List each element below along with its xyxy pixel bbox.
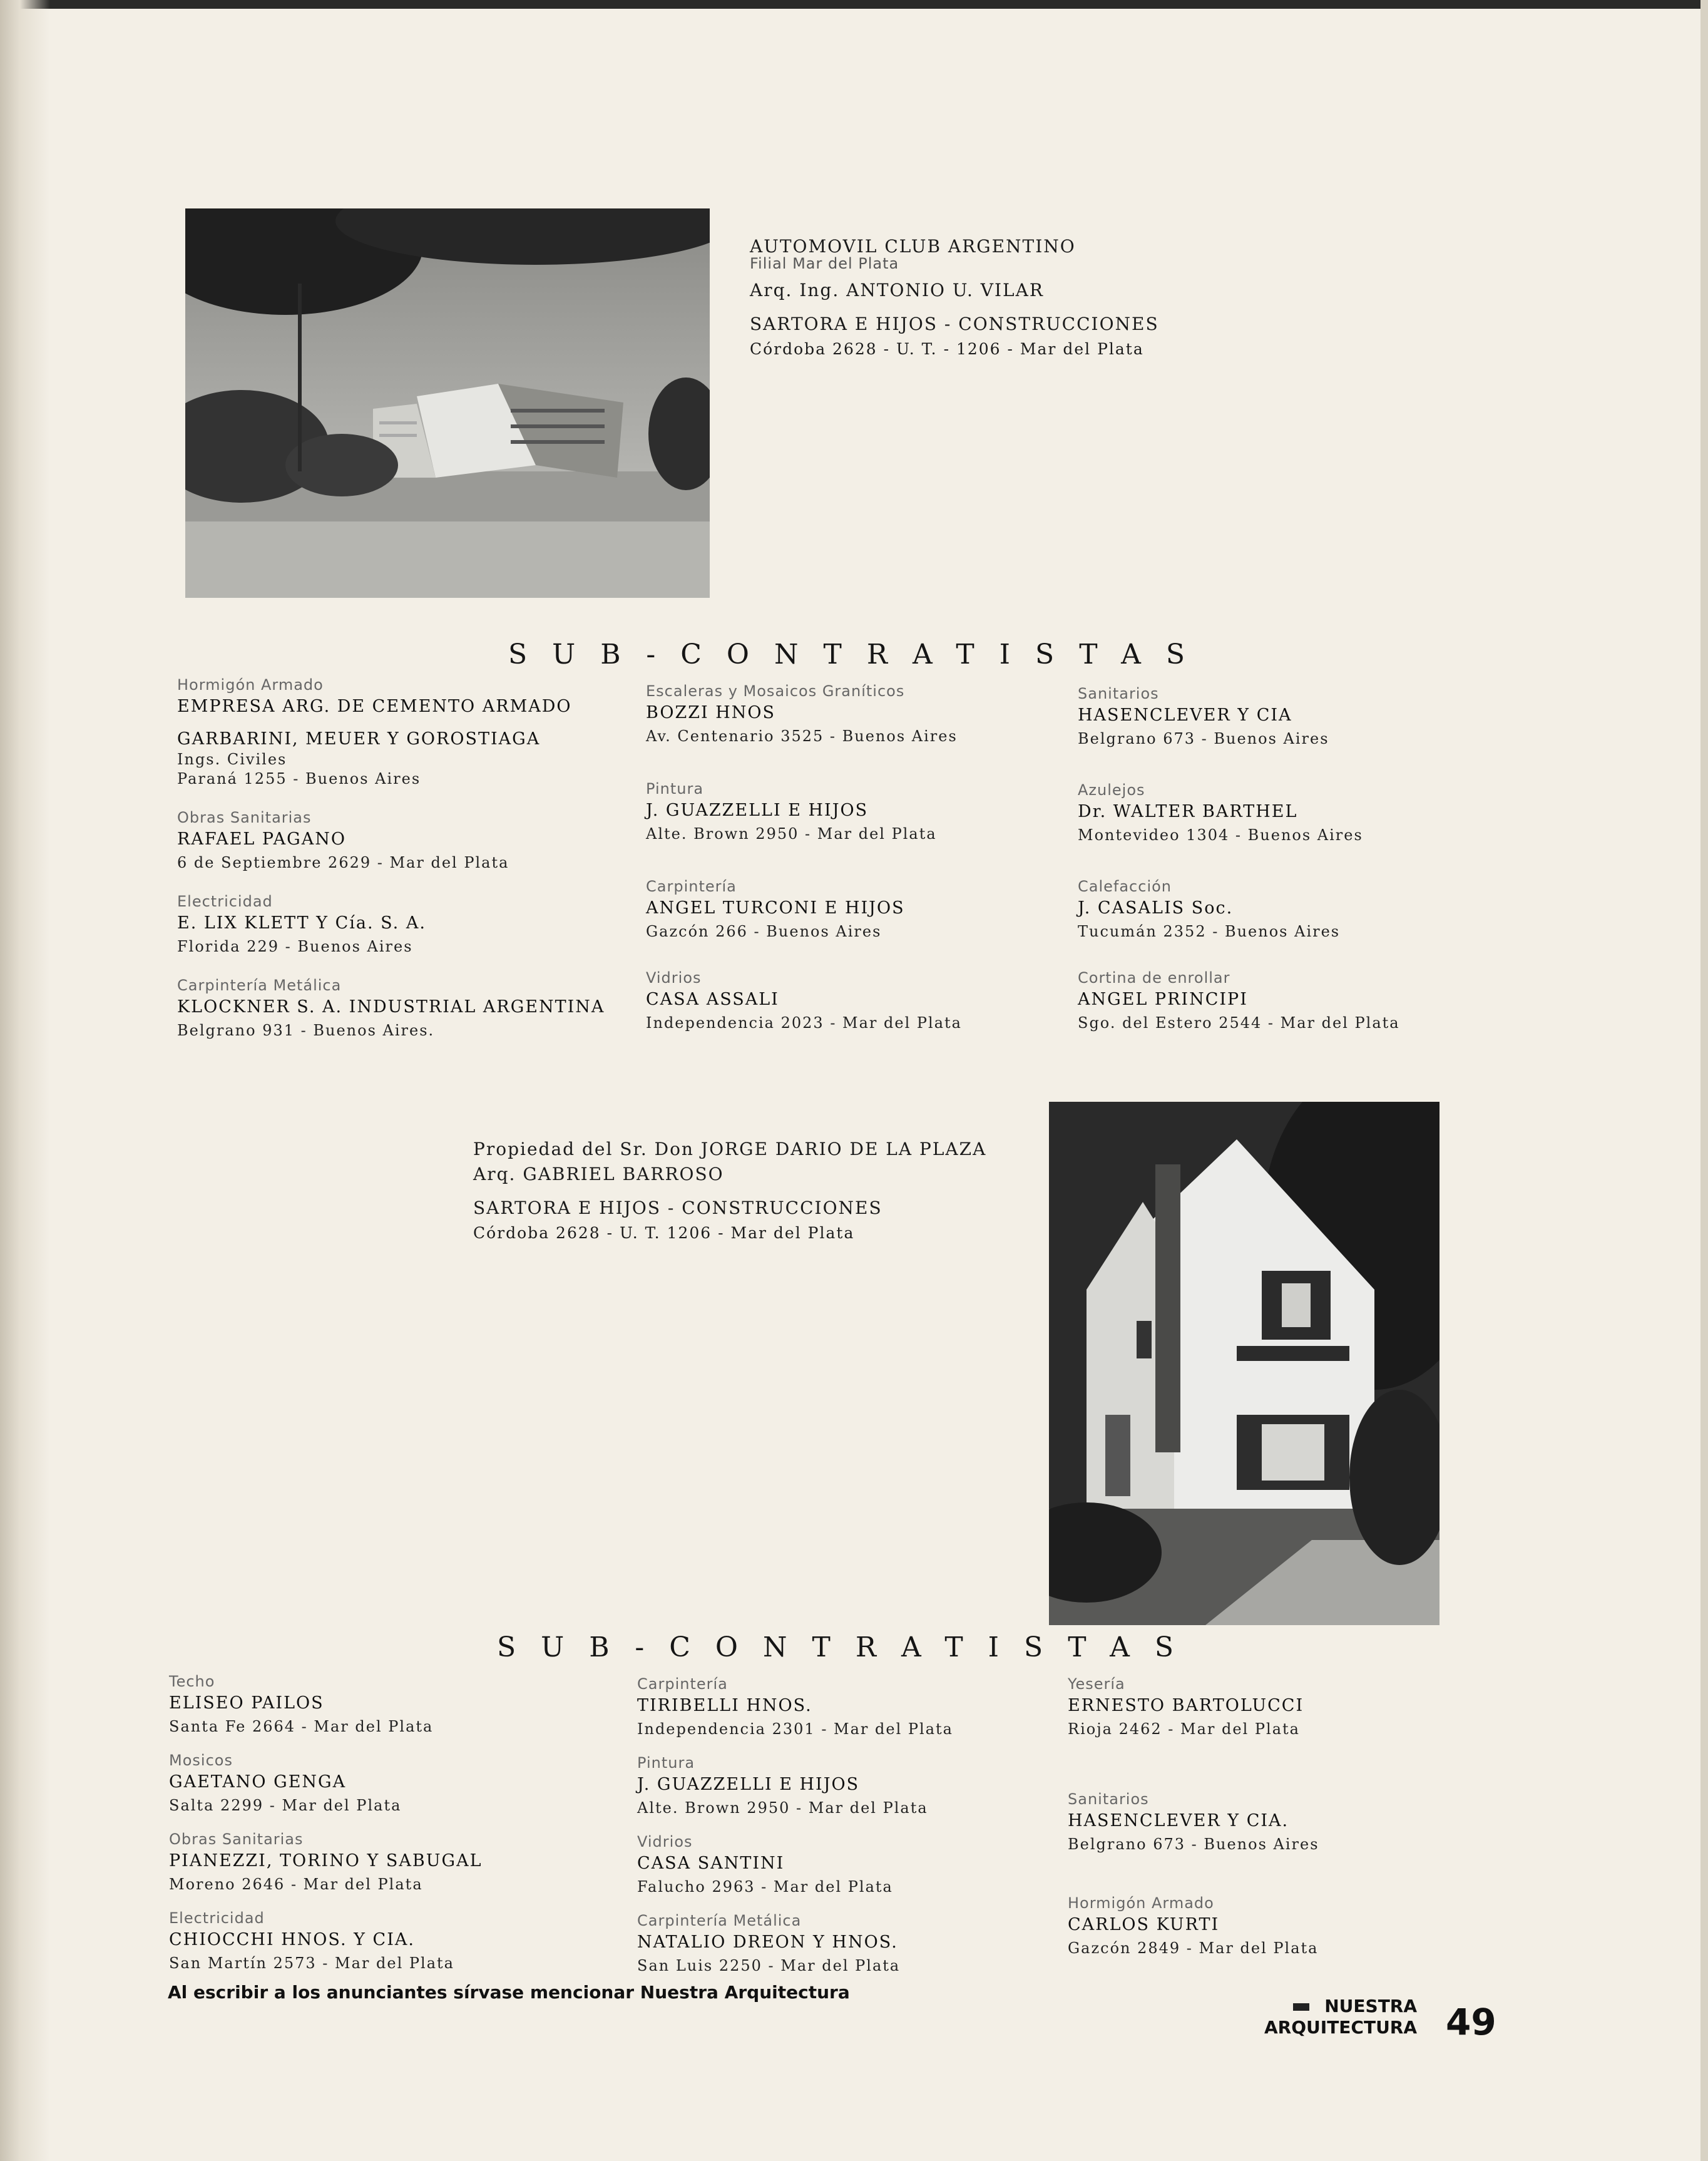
entry-address: Independencia 2301 - Mar del Plata xyxy=(637,1720,953,1738)
automovil-club-photo xyxy=(185,208,710,598)
list-item xyxy=(169,1829,682,1896)
entry-name: ANGEL PRINCIPI xyxy=(1078,990,1248,1009)
page-right-edge xyxy=(1700,0,1708,2161)
entry-name: CHIOCCHI HNOS. Y CIA. xyxy=(169,1930,415,1949)
entry-category: Vidrios xyxy=(646,969,702,987)
entry-category: Electricidad xyxy=(169,1909,265,1927)
entry-category: Carpintería Metálica xyxy=(177,977,342,994)
entry-address: San Martín 2573 - Mar del Plata xyxy=(169,1954,454,1972)
entry-name: NATALIO DREON Y HNOS. xyxy=(637,1933,898,1952)
entry-address: Belgrano 673 - Buenos Aires xyxy=(1078,730,1329,747)
entry-category: Sanitarios xyxy=(1068,1790,1149,1808)
entry-address: Santa Fe 2664 - Mar del Plata xyxy=(169,1718,434,1735)
brand-line-2: ARQUITECTURA xyxy=(1264,2017,1418,2038)
entry-category: Calefacción xyxy=(1078,878,1172,895)
entry-category: Hormigón Armado xyxy=(1068,1894,1214,1912)
section1-column-3 xyxy=(1078,684,1591,1052)
list-item xyxy=(1078,968,1591,1034)
entry-address: Paraná 1255 - Buenos Aires xyxy=(177,770,421,788)
project2-caption xyxy=(473,1137,986,1246)
entry-address: Florida 229 - Buenos Aires xyxy=(177,938,413,955)
subcontractors-heading-1: SUB-CONTRATISTAS xyxy=(508,639,1210,670)
entry-address: 6 de Septiembre 2629 - Mar del Plata xyxy=(177,854,509,871)
binding-shadow xyxy=(0,0,50,2161)
entry-name: CASA SANTINI xyxy=(637,1854,785,1873)
list-item xyxy=(177,975,690,1042)
page-top-edge xyxy=(0,0,1708,9)
entry-name: J. GUAZZELLI E HIJOS xyxy=(646,801,869,820)
brand-line-1: NUESTRA xyxy=(1324,1996,1418,2016)
entry-address: Gazcón 266 - Buenos Aires xyxy=(646,923,882,940)
entry-name: CARLOS KURTI xyxy=(1068,1915,1220,1934)
entry-address: San Luis 2250 - Mar del Plata xyxy=(637,1957,901,1974)
entry-category: Electricidad xyxy=(177,893,273,910)
entry-address: Belgrano 931 - Buenos Aires. xyxy=(177,1022,435,1039)
list-item xyxy=(169,1750,682,1817)
entry-name: TIRIBELLI HNOS. xyxy=(637,1696,812,1715)
entry-address: Av. Centenario 3525 - Buenos Aires xyxy=(646,727,958,745)
entry-category: Yesería xyxy=(1068,1675,1125,1693)
entry-address: Moreno 2646 - Mar del Plata xyxy=(169,1876,423,1893)
list-item xyxy=(1068,1893,1581,1959)
entry-name: ERNESTO BARTOLUCCI xyxy=(1068,1696,1304,1715)
entry-name: GARBARINI, MEUER Y GOROSTIAGA xyxy=(177,729,541,749)
entry-name: HASENCLEVER Y CIA. xyxy=(1068,1811,1289,1830)
section1-column-1 xyxy=(177,675,690,1059)
entry-name: Dr. WALTER BARTHEL xyxy=(1078,802,1298,821)
project2-address: Córdoba 2628 - U. T. 1206 - Mar del Plata xyxy=(473,1224,855,1242)
entry-category: Obras Sanitarias xyxy=(177,809,312,826)
subcontractors-heading-2: SUB-CONTRATISTAS xyxy=(497,1631,1199,1663)
entry-category: Azulejos xyxy=(1078,781,1145,799)
project1-title: AUTOMOVIL CLUB ARGENTINO xyxy=(750,236,1076,257)
entry-address: Alte. Brown 2950 - Mar del Plata xyxy=(646,825,937,843)
entry-name: E. LIX KLETT Y Cía. S. A. xyxy=(177,913,426,933)
entry-name: CASA ASSALI xyxy=(646,990,779,1009)
entry-address: Alte. Brown 2950 - Mar del Plata xyxy=(637,1799,928,1817)
entry-category: Pintura xyxy=(637,1754,695,1772)
entry-address: Sgo. del Estero 2544 - Mar del Plata xyxy=(1078,1014,1400,1032)
list-item xyxy=(177,727,690,790)
entry-name: ELISEO PAILOS xyxy=(169,1693,324,1713)
entry-category: Mosicos xyxy=(169,1752,233,1769)
entry-name: J. CASALIS Soc. xyxy=(1078,898,1234,918)
project1-caption xyxy=(750,234,1159,362)
entry-category: Hormigón Armado xyxy=(177,676,324,694)
house-photo xyxy=(1049,1102,1440,1625)
entry-name: PIANEZZI, TORINO Y SABUGAL xyxy=(169,1851,483,1871)
entry-name: J. GUAZZELLI E HIJOS xyxy=(637,1775,860,1794)
section2-column-1 xyxy=(169,1671,682,1992)
entry-extra: Ings. Civiles xyxy=(177,751,287,768)
project1-address: Córdoba 2628 - U. T. - 1206 - Mar del Plata xyxy=(750,340,1144,358)
entry-address: Falucho 2963 - Mar del Plata xyxy=(637,1878,893,1896)
entry-category: Carpintería Metálica xyxy=(637,1912,802,1929)
list-item xyxy=(169,1671,682,1738)
project2-architect: Arq. GABRIEL BARROSO xyxy=(473,1164,724,1184)
list-item xyxy=(169,1908,682,1974)
list-item xyxy=(1068,1674,1581,1740)
entry-category: Cortina de enrollar xyxy=(1078,969,1230,987)
entry-category: Carpintería xyxy=(637,1675,728,1693)
entry-address: Salta 2299 - Mar del Plata xyxy=(169,1797,402,1814)
list-item xyxy=(177,891,690,958)
entry-address: Tucumán 2352 - Buenos Aires xyxy=(1078,923,1341,940)
entry-category: Vidrios xyxy=(637,1833,693,1850)
project1-subtitle: Filial Mar del Plata xyxy=(750,255,899,272)
entry-address: Independencia 2023 - Mar del Plata xyxy=(646,1014,962,1032)
project1-builder: SARTORA E HIJOS - CONSTRUCCIONES xyxy=(750,314,1159,334)
advertiser-note: Al escribir a los anunciantes sírvase mencionar Nuestra Arquitectura xyxy=(168,1982,850,2003)
entry-name: HASENCLEVER Y CIA xyxy=(1078,706,1292,725)
page-number: 49 xyxy=(1446,2001,1496,2043)
entry-name: ANGEL TURCONI E HIJOS xyxy=(646,898,905,918)
list-item xyxy=(1078,876,1591,943)
list-item xyxy=(177,675,690,719)
entry-address: Montevideo 1304 - Buenos Aires xyxy=(1078,826,1363,844)
project2-owner: Propiedad del Sr. Don JORGE DARIO DE LA PLAZA xyxy=(473,1139,987,1159)
magazine-brand xyxy=(1264,1996,1417,2038)
entry-category: Carpintería xyxy=(646,878,737,895)
entry-name: RAFAEL PAGANO xyxy=(177,829,346,849)
list-item xyxy=(1068,1789,1581,1856)
project1-architect: Arq. Ing. ANTONIO U. VILAR xyxy=(750,280,1044,300)
entry-address: Rioja 2462 - Mar del Plata xyxy=(1068,1720,1300,1738)
entry-category: Pintura xyxy=(646,780,704,798)
entry-category: Techo xyxy=(169,1673,215,1690)
list-item xyxy=(177,808,690,874)
entry-category: Sanitarios xyxy=(1078,685,1159,702)
section2-column-3 xyxy=(1068,1674,1581,1977)
list-item xyxy=(1078,780,1591,846)
entry-name: EMPRESA ARG. DE CEMENTO ARMADO xyxy=(177,697,572,716)
entry-name: BOZZI HNOS xyxy=(646,703,776,722)
entry-name: KLOCKNER S. A. INDUSTRIAL ARGENTINA xyxy=(177,997,605,1017)
entry-name: GAETANO GENGA xyxy=(169,1772,347,1792)
entry-category: Obras Sanitarias xyxy=(169,1830,304,1848)
brand-mark-icon xyxy=(1293,2003,1309,2011)
entry-address: Belgrano 673 - Buenos Aires xyxy=(1068,1835,1319,1853)
entry-category: Escaleras y Mosaicos Graníticos xyxy=(646,682,905,700)
project2-builder: SARTORA E HIJOS - CONSTRUCCIONES xyxy=(473,1198,882,1218)
entry-address: Gazcón 2849 - Mar del Plata xyxy=(1068,1939,1319,1957)
list-item xyxy=(1078,684,1591,750)
